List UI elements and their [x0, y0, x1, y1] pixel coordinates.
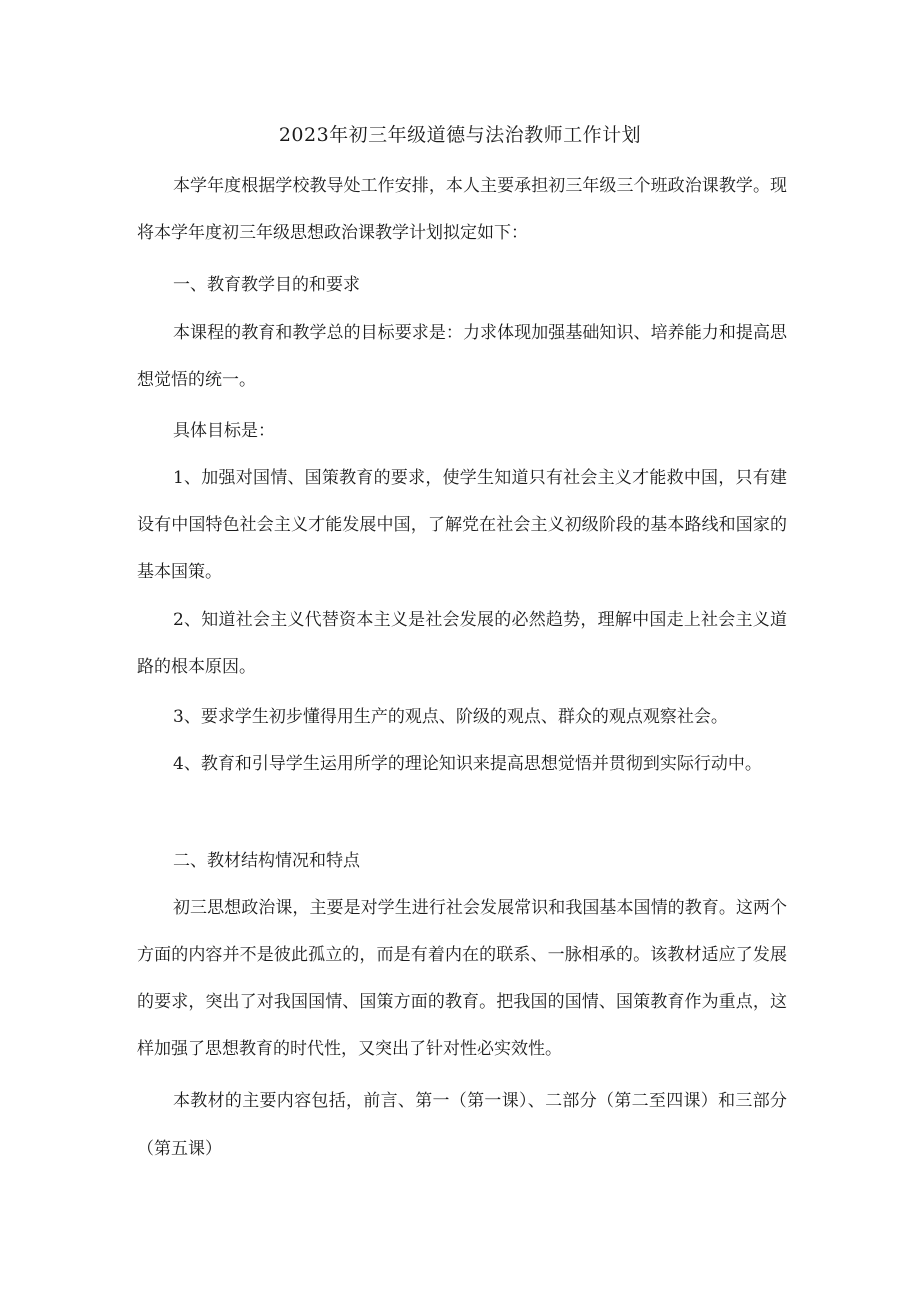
- paragraph-intro: 本学年度根据学校教导处工作安排，本人主要承担初三年级三个班政治课教学。现将本学年度初三年级思想政治课教学计划拟定如下：: [137, 176, 787, 243]
- paragraph-overall-goal: 本课程的教育和教学总的目标要求是：力求体现加强基础知识、培养能力和提高思想觉悟的统一。: [137, 323, 787, 390]
- section-heading-goals: 一、教育教学目的和要求: [173, 275, 360, 295]
- section-heading-textbook: 二、教材结构情况和特点: [173, 851, 360, 871]
- list-item-goal-4: 4、教育和引导学生运用所学的理论知识来提高思想觉悟并贯彻到实际行动中。: [173, 754, 762, 774]
- document-title: 2023年初三年级道德与法治教师工作计划: [278, 124, 642, 146]
- list-item-goal-2: 2、知道社会主义代替资本主义是社会发展的必然趋势，理解中国走上社会主义道路的根本原因。: [137, 610, 787, 677]
- paragraph-textbook-features: 初三思想政治课，主要是对学生进行社会发展常识和我国基本国情的教育。这两个方面的内容并不是彼此孤立的，而是有着内在的联系、一脉相承的。该教材适应了发展的要求，突出了对我国国情、国策方面的教育。把我国的国情、国策教育作为重点，这样加强了思想教育的时代性，又突出了针对性必实效性。: [137, 898, 787, 1059]
- paragraph-textbook-contents: 本教材的主要内容包括，前言、第一（第一课）、二部分（第二至四课）和三部分（第五课）: [137, 1091, 787, 1159]
- list-item-goal-1: 1、加强对国情、国策教育的要求，使学生知道只有社会主义才能救中国，只有建设有中国特色社会主义才能发展中国，了解党在社会主义初级阶段的基本路线和国家的基本国策。: [137, 468, 787, 582]
- list-item-goal-3: 3、要求学生初步懂得用生产的观点、阶级的观点、群众的观点观察社会。: [173, 707, 728, 727]
- paragraph-specific-goals-label: 具体目标是：: [173, 421, 275, 441]
